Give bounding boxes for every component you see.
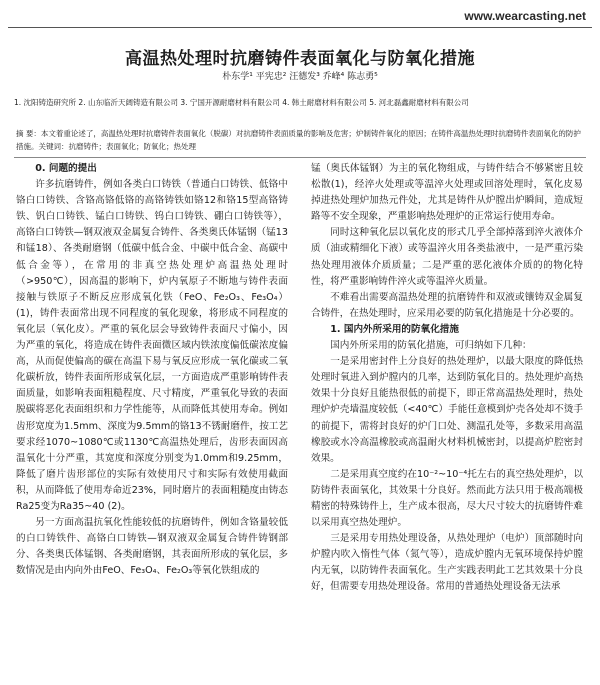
article-title: 高温热处理时抗磨铸件表面氧化与防氧化措施 (125, 49, 475, 69)
paragraph: 锰（奥氏体锰钢）为主的氧化物组成，与铸件结合不够紧密且较松散(1)，经淬火处理或等温淬火处理或回溶处理时，氧化皮易掉进热处理炉加热元件处，尤其是铸件从炉膛出炉瞬间，造成短路等不安全现象，严重影响热处理炉的正常运行使用寿命。 (311, 163, 583, 223)
abstract-rule (14, 157, 586, 158)
abstract: 摘 要：本文着重论述了，高温热处理时抗磨铸件表面氧化（脱碳）对抗磨铸件表面质量的影响及危害；炉制铸件氧化的原因；在铸件高温热处理时抗磨铸件表面氧化的防护措施。关键词：抗磨铸件；表面氧化；防氧化；热处理 (16, 129, 581, 151)
paragraph: 一是采用密封件上分良好的热处理炉，以最大限度的降低热处理时氧进入到炉膛内的几率，达到防氧化目的。热处理炉高热效果十分良好且能热很低的前提下，即正常高温热处理时，热处理炉炉壳墙温度较低（<40℃）手能任意模到炉壳各处却不烫手的前提下，需将封良好的炉门口处、测温孔处等，多数采用高温橡胶或水冷高温橡胶或高温耐火材料机械密封，以提高炉腔密封效果。 (311, 356, 583, 464)
author-list: 朴东学¹ 平宪忠² 汪德发³ 乔峰⁴ 陈志勇⁵ (222, 72, 378, 82)
right-column (311, 161, 583, 685)
header-rule (8, 27, 592, 28)
paragraph: 三是采用专用热处理设备，从热处理炉（电炉）顶部随时向炉膛内吹入惰性气体（氮气等），造成炉膛内无氧环境保持炉膛内无氧，以防铸件表面氧化。生产实践表明此工艺其效果十分良好，但需要专用热处理设备。常用的普通热处理设备无法承 (311, 533, 583, 593)
paragraph: 许多抗磨铸件，例如各类白口铸铁（普通白口铸铁、低铬中铬白口铸铁、含铬高铬低铬的高铬铸铁如铬12和铬15型高铬铸铁、钒白口铸铁、锰白口铸铁、钨白口铸铁、硼白口铸铁等），高铬白口铸铁—钢双液双金属复合铸件、各类奥氏体锰钢（锰13和锰18）、各类耐磨钢（低碳中低合金、中碳中低合金、高碳中低合金等），在常用的非真空热处理炉高温热处理时（>950℃），因高温的影响下，炉内氧原子不断地与铸件表面接触与铁原子不断反应形成氧化铁（FeO、Fe₂O₃、Fe₃O₄）(1)，铸件表面常出现不同程度的氧化现象，将形成不同程度的氧化层（氧化皮）。严重的氧化层会导致铸件表面尺寸偏小，因为严重的氧化，将造成在铸件表面微区域内铁浓度偏低碳浓度偏高，从而促使偏高的碳在高温下易与氧反应形成一氧化碳或二氧化碳析放，铸件表面所形成氧化层，一方面造成严重影响铸件表面质量，如影响表面粗糙程度、尺寸精度，严重氧化导致的表面脱碳将恶化表面组织和力学性能等，从而降低其使用寿命。例如齿形宽度为1.5mm、深度为9.5mm的铬13不锈耐磨件，按工艺要求经1070~1080℃或1130℃高温热处理后，齿形表面因高温氧化十分严重，其宽度和深度分别变为1.0mm和9.25mm，降低了磨片齿形部位的实际有效使用尺寸和实际有效使用截面积，从而降低了使用寿命近23%，同时磨片的表面粗糙度由铸态Ra25变为Ra35~40 (2)。 (16, 179, 288, 512)
paragraph: 另一方面高温抗氧化性能较低的抗磨铸件，例如含铬量较低的白口铸铁件、高铬白口铸铁—钢双液双金属复合铸件铸钢部分、各类奥氏体锰钢、各类耐磨钢，其表面所形成的氧化层，多数情况是由内向外由FeO、Fe₃O₄、Fe₂O₃等氧化铁组成的 (16, 517, 288, 577)
watermark: www.wearcasting.net (464, 9, 586, 23)
paragraph: 同时这种氧化层以氧化皮的形式几乎全部掉落到淬火液体介质（油或精细化下液）或等温淬火用各类盐液中，一是严重污染热处理用液体介质质量；二是严重的恶化液体介质的的物化特性，将严重影响铸件淬火或等温淬火质量。 (311, 227, 583, 287)
section-heading: 0. 问题的提出 (35, 163, 97, 174)
section-heading: 1. 国内外所采用的防氧化措施 (330, 323, 459, 335)
paragraph: 国内外所采用的防氧化措施，可归纳如下几种： (330, 340, 532, 352)
affiliations: 1. 沈阳铸造研究所 2. 山东临沂天阔铸造有限公司 3. 宁国开源耐磨材料有限公司 4. 韩土耐磨材料有限公司 5. 河北磊鑫耐磨材料有限公司 (14, 98, 469, 107)
left-column (16, 161, 288, 685)
paragraph: 不难看出需要高温热处理的抗磨铸件和双液或镶铸双金属复合铸件，在热处理时，应采用必要的防氧化措施是十分必要的。 (311, 291, 583, 319)
paragraph: 二是采用真空度约在10⁻²~10⁻⁴托左右的真空热处理炉，以防铸件表面氧化，其效果十分良好。然而此方法只用于极高端极精密的特殊铸件上，生产成本很高，尽大尺寸较大的抗磨铸件难以采用真空热处理炉。 (311, 468, 583, 529)
